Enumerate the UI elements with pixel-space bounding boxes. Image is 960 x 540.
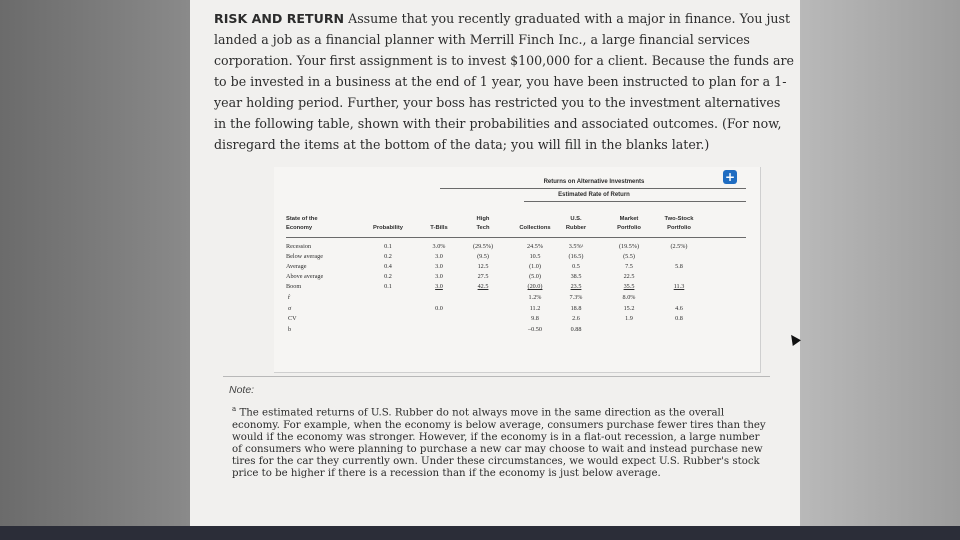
stat-row-label: σ [288, 304, 292, 312]
table-cell-usrubber: 23.5 [570, 283, 582, 290]
col-header-market [607, 215, 651, 233]
stat-cell-tbills: 0.0 [435, 304, 443, 312]
stat-cell-usrubber: 0.88 [570, 325, 582, 333]
col-header-tbills [417, 215, 461, 233]
table-cell-usrubber: (16.5) [568, 253, 584, 260]
taskbar [0, 526, 960, 540]
stat-row-label: r̂ [288, 294, 291, 301]
stat-cell-usrubber: 18.8 [570, 304, 582, 312]
table-cell-usrubber: 38.5 [570, 273, 582, 280]
col-header-line: Rubber [565, 225, 587, 231]
note-label: Note: [229, 384, 255, 396]
footnote-text: The estimated returns of U.S. Rubber do not always move in the same direction as the overall economy. For example, when the economy is below average, consumers purchase fewer tires than they would if the economy was stronger. However, if the economy is in a flat-out recession, a large number of consumers who were planning to purchase a new car may choose to wait and instead purchase new tires for the car they currently own. Under these circumstances, we would expect U.S. Rubber's stock price to be higher if there is a recession than if the economy is just below average. [232, 407, 766, 480]
subtitle-rule [524, 201, 746, 202]
table-cell-collections: (5.0) [529, 273, 541, 280]
table-cell-hightech: 12.5 [477, 263, 489, 270]
table-cell-market: 22.5 [623, 273, 635, 280]
returns-table [274, 167, 761, 373]
col-header-state-line: State of the [286, 216, 318, 222]
footnote [232, 403, 772, 481]
col-header-usrubber [554, 215, 598, 233]
stat-cell-collections: 9.8 [531, 315, 539, 322]
table-cell-market: (5.5) [623, 253, 635, 260]
intro-heading: RISK AND RETURN [214, 11, 345, 26]
table-cell-hightech: 27.5 [477, 273, 489, 280]
table-row-state: Below average [286, 253, 323, 260]
col-header-line [417, 215, 461, 224]
table-row-state: Recession [286, 243, 312, 250]
col-header-line: High [476, 216, 490, 222]
plus-icon: + [724, 170, 736, 184]
table-row-state: Boom [286, 283, 302, 290]
stat-cell-market: 1.9 [625, 315, 633, 322]
intro-paragraph [214, 8, 794, 155]
col-header-line: T-Bills [430, 225, 448, 231]
table-cell-market: (19.5%) [618, 243, 640, 250]
intro-text: Assume that you recently graduated with a major in finance. You just landed a job as a financial planner with Merrill Finch Inc., a large financial services corporation. Your first assignment is to invest $100,000 for a client. Because the funds are to be invested in a business at the end of 1 year, you have been instructed to plan for a 1-year holding period. Further, your boss has restricted you to the investment alternatives in the following table, shown with their probabilities and associated outcomes. (For now, disregard the items at the bottom of the data; you will fill in the blanks later.) [214, 11, 795, 152]
table-row-state: Above average [286, 273, 324, 280]
table-cell-collections: 24.5% [527, 243, 543, 250]
col-header-line: Collections [519, 225, 551, 231]
table-cell-probability: 0.2 [384, 273, 392, 280]
stat-cell-usrubber: 7.3% [569, 294, 583, 301]
table-cell-twostock: (2.5%) [670, 243, 688, 250]
table-row-state: Average [286, 263, 307, 270]
stat-row-label: b [288, 325, 292, 333]
table-title: Returns on Alternative Investments [543, 179, 645, 185]
table-cell-market: 7.5 [625, 263, 633, 270]
col-header-collections [513, 215, 557, 233]
col-header-state-line: Economy [286, 225, 313, 231]
stat-row-label: CV [288, 315, 297, 322]
table-cell-twostock: 5.8 [675, 263, 683, 270]
stat-cell-twostock: 0.8 [675, 315, 683, 322]
table-cell-market: 35.5 [623, 283, 635, 290]
stat-cell-usrubber: 2.6 [572, 315, 580, 322]
table-cell-probability: 0.2 [384, 253, 392, 260]
stat-cell-collections: –0.50 [528, 325, 542, 333]
col-header-twostock [657, 215, 701, 233]
table-cell-hightech: (29.5%) [472, 243, 494, 250]
col-header-line [366, 215, 410, 224]
table-cell-hightech: (9.5) [477, 253, 489, 260]
col-header-line: Two-Stock [664, 216, 694, 222]
col-header-line: U.S. [570, 216, 582, 222]
col-header-line: Tech [476, 225, 490, 231]
col-header-hightech [461, 215, 505, 233]
table-cell-tbills: 3.0 [435, 283, 443, 290]
title-rule [440, 188, 746, 189]
table-cell-probability: 0.4 [384, 263, 392, 270]
table-cell-probability: 0.1 [384, 283, 392, 290]
table-cell-collections: 10.5 [529, 253, 541, 260]
screen-left-edge [0, 0, 190, 540]
table-cell-tbills: 3.0 [435, 253, 443, 260]
stat-cell-market: 15.2 [623, 304, 635, 312]
col-header-line: Market [619, 216, 639, 222]
table-cell-usrubber: 3.5%ᵃ [568, 243, 584, 250]
table-subtitle: Estimated Rate of Return [558, 192, 630, 198]
stat-cell-twostock: 4.6 [675, 304, 683, 312]
table-cell-usrubber: 0.5 [572, 263, 580, 270]
col-header-line [513, 215, 557, 224]
note-divider [223, 376, 770, 377]
col-header-probability [366, 215, 410, 233]
table-cell-hightech: 42.5 [477, 283, 489, 290]
table-cell-tbills: 3.0% [432, 243, 446, 250]
header-rule [286, 237, 746, 238]
table-cell-probability: 0.1 [384, 243, 392, 250]
stat-cell-collections: 11.2 [529, 304, 541, 312]
table-cell-collections: (1.0) [529, 263, 541, 270]
textbook-page [190, 0, 800, 528]
table-cell-tbills: 3.0 [435, 273, 443, 280]
col-header-state [286, 215, 318, 233]
stat-cell-collections: 1.2% [528, 294, 542, 301]
stat-cell-market: 8.0% [622, 294, 636, 301]
expand-table-button[interactable] [723, 170, 737, 184]
screen-right-edge [800, 0, 960, 540]
col-header-line: Portfolio [617, 225, 641, 231]
col-header-line: Probability [373, 225, 403, 231]
table-cell-tbills: 3.0 [435, 263, 443, 270]
returns-table-grid [274, 167, 760, 372]
table-cell-collections: (20.0) [527, 283, 543, 290]
footnote-marker: a [232, 405, 237, 413]
col-header-line: Portfolio [667, 225, 691, 231]
table-cell-twostock: 11.3 [673, 283, 685, 290]
